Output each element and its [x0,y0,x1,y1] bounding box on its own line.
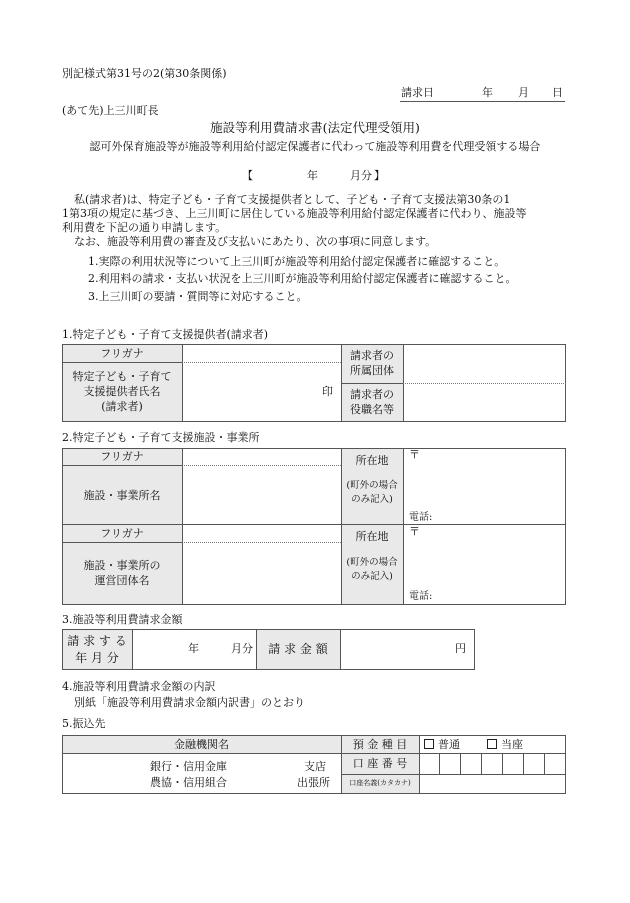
address-label: 所在地 [355,530,389,543]
operator-furigana-field[interactable] [183,525,340,541]
provider-furigana-field[interactable] [183,345,340,361]
account-number-label: 口 座 番 号 [352,757,408,770]
role-label: 請求者の [350,388,394,401]
claim-year-suffix: 年 [188,642,199,655]
address-label: 所在地 [355,454,389,467]
account-number-field[interactable] [420,754,565,773]
operator-address-field[interactable] [404,525,565,604]
section3-heading: 3.施設等利用費請求金額 [62,613,183,626]
role-field[interactable] [404,384,565,421]
request-date-underline [400,101,565,102]
org-label: 請求者の [350,349,394,362]
request-date-label: 請求日 [401,86,434,99]
bank-type-line1: 銀行・信用金庫 [150,760,227,773]
yen-suffix: 円 [455,642,466,655]
seal-mark: 印 [322,385,333,398]
claim-month-field[interactable] [133,630,255,669]
operator-name-label: 施設・事業所の [83,559,161,572]
phone-label: 電話: [409,512,433,523]
claim-amount-label: 請 求 金 額 [268,642,328,656]
provider-name-label: 特定子ども・子育て [72,370,172,383]
page-title: 施設等利用費請求書(法定代理受領用) [210,120,420,135]
phone-label: 電話: [409,591,433,602]
account-holder-label: 口座名義(カタカナ) [349,779,411,787]
breakdown-note: 別紙「施設等利用費請求金額内訳書」のとおり [74,696,305,709]
bank-type-line2: 農協・信用組合 [150,776,227,789]
org-field[interactable] [404,345,565,382]
consent-item: 3.上三川町の要請・質問等に対応すること。 [88,290,308,303]
claim-month-label: 請 求 す る [67,634,127,648]
section1-heading: 1.特定子ども・子育て支援提供者(請求者) [62,328,269,341]
page-subtitle: 認可外保育施設等が施設等利用給付認定保護者に代わって施設等利用費を代理受領する場合 [89,140,541,153]
account-type-normal[interactable]: 普通 [424,739,460,750]
request-date-year: 年 [482,86,493,99]
section2-heading: 2.特定子ども・子育て支援施設・事業所 [62,431,260,444]
provider-name-field[interactable] [183,363,340,421]
branch-suffix: 支店 [304,760,326,773]
furigana-label: フリガナ [100,347,144,360]
facility-name-field[interactable] [183,466,340,523]
facility-furigana-field[interactable] [183,449,340,464]
checkbox-icon[interactable] [424,739,434,749]
form-id: 別記様式第31号の2(第30条関係) [62,67,227,80]
claim-month-suffix: 月分 [231,642,253,655]
facility-address-field[interactable] [404,449,565,523]
bank-name-label: 金融機関名 [174,738,229,751]
sub-branch-suffix: 出張所 [297,776,330,789]
account-type-label: 預 金 種 目 [352,738,408,751]
addressee: (あて先)上三川町長 [62,104,159,117]
postal-mark: 〒 [409,525,420,538]
postal-mark: 〒 [409,448,420,461]
claim-amount-field[interactable] [341,630,474,669]
consent-item: 2.利用料の請求・支払い状況を上三川町が施設等利用給付認定保護者に確認すること。 [88,272,517,285]
request-date-month: 月 [518,86,529,99]
consent-item: 1.実際の利用状況等について上三川町が施設等利用給付認定保護者に確認すること。 [88,255,506,268]
checkbox-icon[interactable] [487,739,497,749]
account-holder-field[interactable] [420,775,565,793]
section5-heading: 5.振込先 [62,717,106,730]
account-type-current[interactable]: 当座 [487,739,523,750]
section4-heading: 4.施設等利用費請求金額の内訳 [62,680,216,693]
facility-name-label: 施設・事業所名 [83,489,161,502]
request-date-day: 日 [552,86,563,99]
operator-name-field[interactable] [183,543,340,604]
furigana-label: フリガナ [100,527,144,540]
bank-name-field[interactable] [63,754,340,793]
furigana-label: フリガナ [100,450,144,463]
